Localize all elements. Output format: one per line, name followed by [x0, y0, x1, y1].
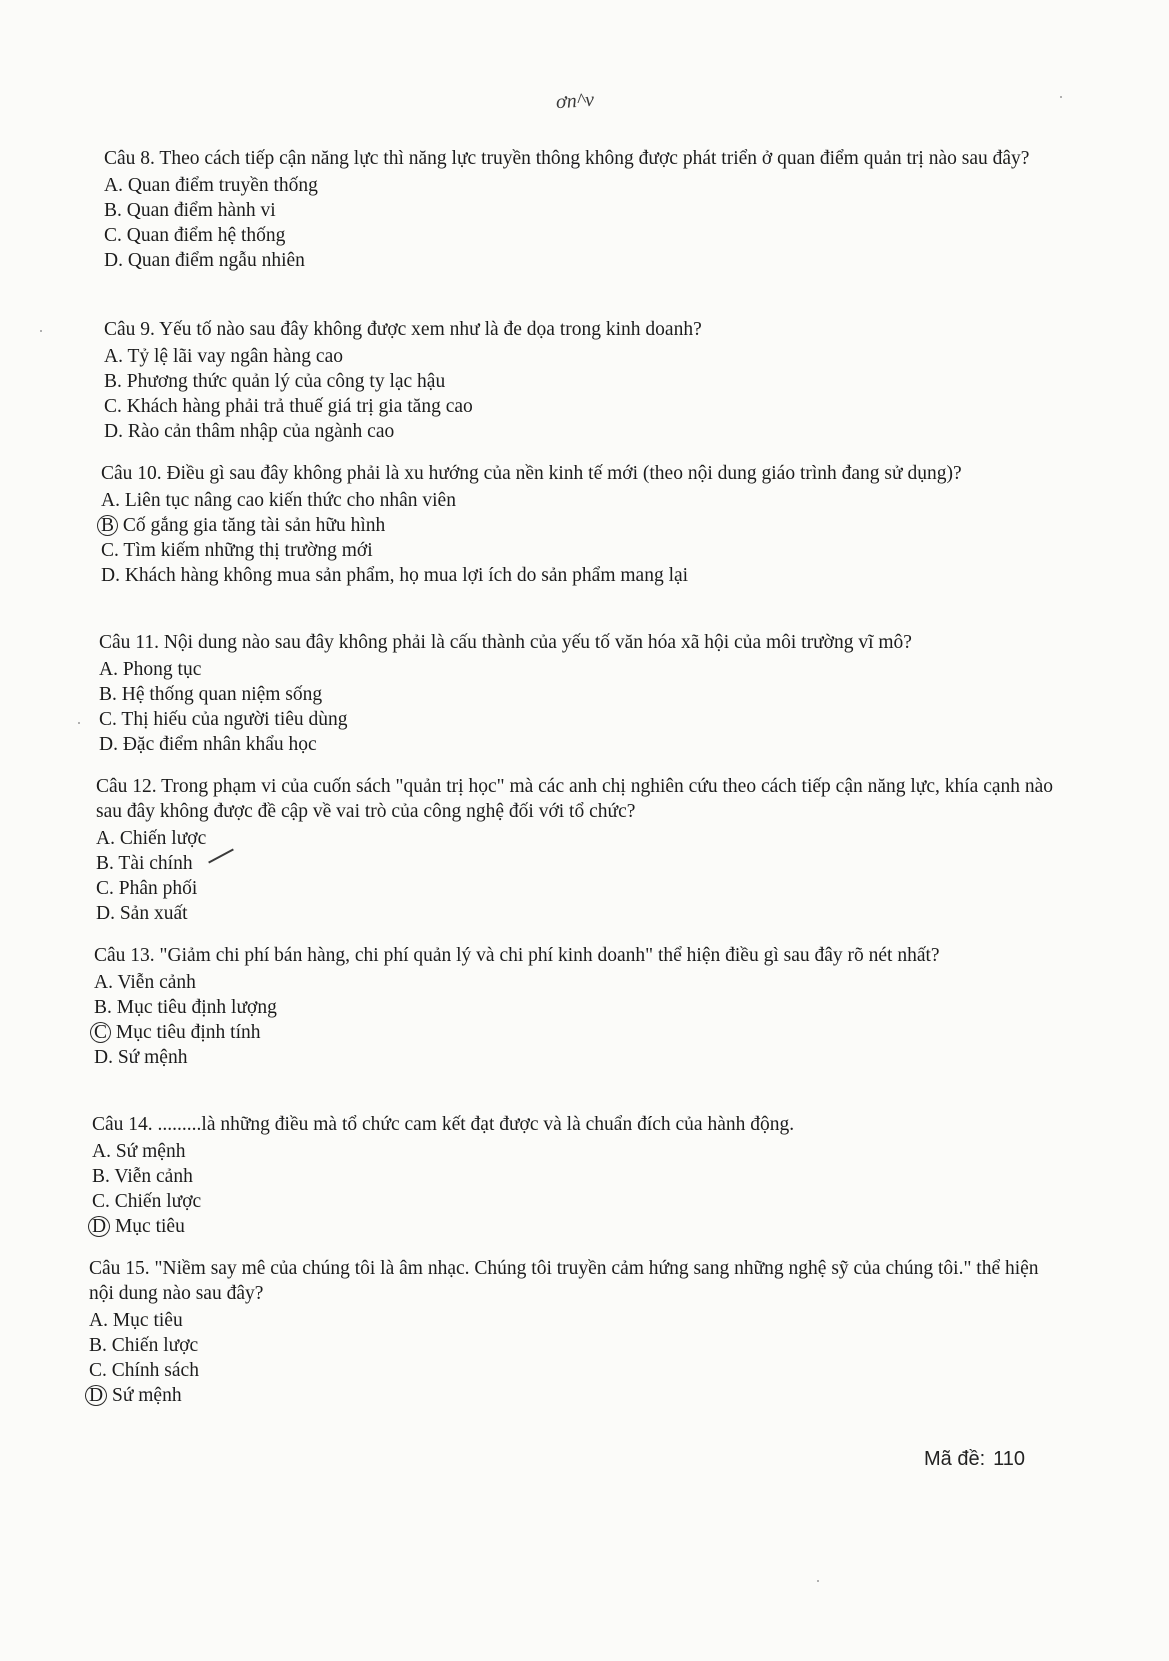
- option-d-selected: [92, 1214, 1052, 1239]
- question-stem: Câu 11. Nội dung nào sau đây không phải là cấu thành của yếu tố văn hóa xã hội của môi trường vĩ mô?: [99, 632, 912, 653]
- scan-speck: [817, 1580, 819, 1582]
- question-15: [89, 1256, 1049, 1408]
- option-d: D. Đặc điểm nhân khẩu học: [99, 734, 317, 755]
- option-d: D. Khách hàng không mua sản phẩm, họ mua lợi ích do sản phẩm mang lại: [101, 565, 689, 586]
- option-b: B. Hệ thống quan niệm sống: [99, 684, 323, 705]
- option-text: Mục tiêu định tính: [115, 1022, 261, 1043]
- question-13: [94, 943, 1054, 1070]
- option-b-selected: [101, 513, 1061, 538]
- question-14: [92, 1112, 1052, 1239]
- option-c: C. Quan điểm hệ thống: [104, 225, 286, 246]
- option-c: C. Phân phối: [96, 878, 198, 899]
- option-d: D. Sứ mệnh: [94, 1047, 188, 1068]
- scan-speck: [40, 330, 42, 332]
- question-8: [104, 146, 1064, 273]
- circled-answer-mark: B: [97, 515, 118, 536]
- option-text: Sứ mệnh: [111, 1385, 182, 1406]
- scan-speck: [1060, 96, 1062, 98]
- scan-speck: [78, 722, 80, 724]
- option-a: A. Liên tục nâng cao kiến thức cho nhân viên: [101, 490, 456, 511]
- exam-code-label: Mã đề:: [924, 1448, 986, 1470]
- question-stem: Câu 9. Yếu tố nào sau đây không được xem như là đe dọa trong kinh doanh?: [104, 319, 702, 340]
- question-stem: Câu 8. Theo cách tiếp cận năng lực thì năng lực truyền thông không được phát triển ở quan điểm quản trị nào sau đây?: [104, 148, 1030, 169]
- option-b: B. Viễn cảnh: [92, 1166, 193, 1187]
- option-text: Mục tiêu: [114, 1216, 185, 1237]
- option-a: A. Quan điểm truyền thống: [104, 175, 318, 196]
- question-12: [96, 774, 1056, 926]
- option-c-selected: [94, 1020, 1054, 1045]
- question-9: [104, 317, 1064, 444]
- option-text: Cố gắng gia tăng tài sản hữu hình: [122, 515, 386, 536]
- circled-answer-mark: D: [85, 1385, 107, 1406]
- exam-code-value: 110: [993, 1448, 1026, 1470]
- exam-code: [924, 1448, 1025, 1471]
- handwritten-note: ơn^v: [555, 88, 595, 114]
- option-d: D. Rào cản thâm nhập của ngành cao: [104, 421, 395, 442]
- option-c: C. Thị hiếu của người tiêu dùng: [99, 709, 348, 730]
- option-c: C. Tìm kiếm những thị trường mới: [101, 540, 373, 561]
- question-stem: Câu 14. .........là những điều mà tổ chức cam kết đạt được và là chuẩn đích của hành động.: [92, 1114, 795, 1135]
- option-c: C. Khách hàng phải trả thuế giá trị gia tăng cao: [104, 396, 473, 417]
- question-11: [99, 630, 1059, 757]
- option-b: B. Mục tiêu định lượng: [94, 997, 277, 1018]
- option-a: A. Phong tục: [99, 659, 202, 680]
- question-stem: Câu 13. "Giảm chi phí bán hàng, chi phí quản lý và chi phí kinh doanh" thể hiện điều gì sau đây rõ nét nhất?: [94, 945, 940, 966]
- option-b: B. Quan điểm hành vi: [104, 200, 276, 221]
- option-c: C. Chính sách: [89, 1360, 199, 1381]
- circled-answer-mark: C: [90, 1022, 111, 1043]
- option-a: A. Tỷ lệ lãi vay ngân hàng cao: [104, 346, 343, 367]
- question-stem: Câu 10. Điều gì sau đây không phải là xu hướng của nền kinh tế mới (theo nội dung giáo trình đang sử dụng)?: [101, 463, 962, 484]
- question-10: [101, 461, 1061, 588]
- circled-answer-mark: D: [88, 1216, 110, 1237]
- option-d: D. Quan điểm ngẫu nhiên: [104, 250, 305, 271]
- option-d-selected: [89, 1383, 1049, 1408]
- option-c: C. Chiến lược: [92, 1191, 202, 1212]
- option-d: D. Sản xuất: [96, 903, 188, 924]
- option-a: A. Viễn cảnh: [94, 972, 196, 993]
- question-stem: Câu 15. "Niềm say mê của chúng tôi là âm nhạc. Chúng tôi truyền cảm hứng sang những nghệ sỹ của chúng tôi." thể hiện nội dung nào sau đây?: [89, 1258, 1039, 1304]
- option-a: A. Mục tiêu: [89, 1310, 183, 1331]
- option-b: B. Phương thức quản lý của công ty lạc hậu: [104, 371, 446, 392]
- question-stem: Câu 12. Trong phạm vi của cuốn sách "quản trị học" mà các anh chị nghiên cứu theo cách tiếp cận năng lực, khía cạnh nào sau đây không được đề cập về vai trò của công nghệ đối với tổ chức?: [96, 776, 1054, 822]
- option-b: B. Chiến lược: [89, 1335, 199, 1356]
- option-b: B. Tài chính: [96, 853, 193, 874]
- option-a: A. Chiến lược: [96, 828, 207, 849]
- option-a: A. Sứ mệnh: [92, 1141, 186, 1162]
